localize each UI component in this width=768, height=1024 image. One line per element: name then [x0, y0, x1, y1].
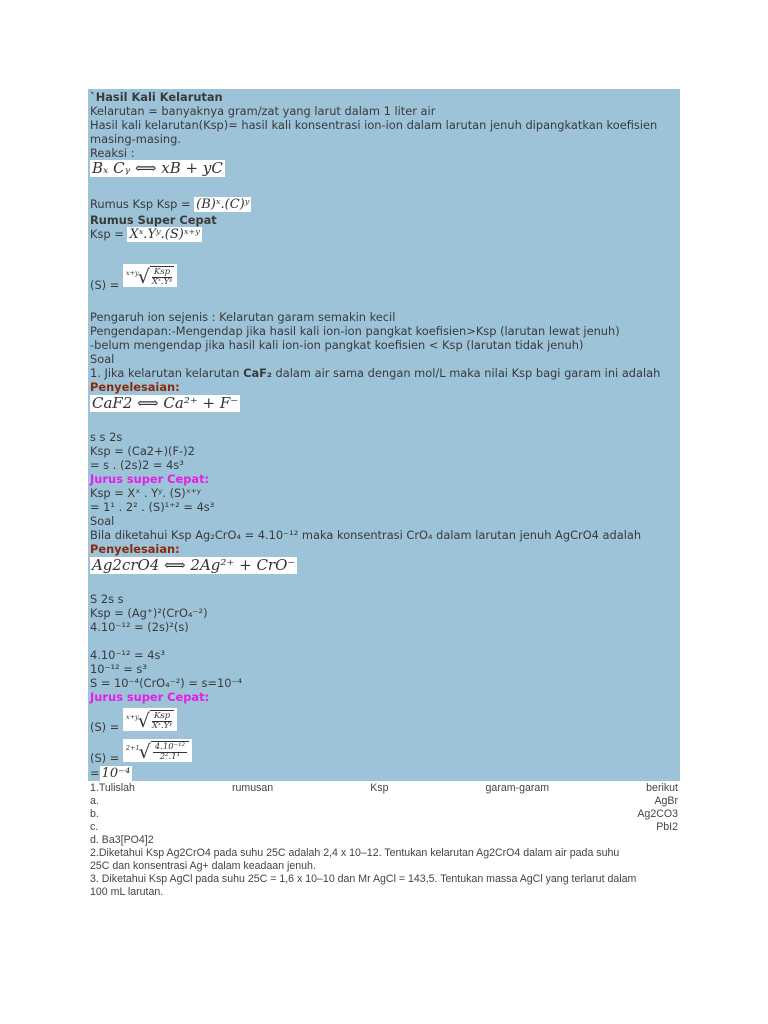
soal-heading-2: Soal [90, 514, 115, 528]
rumus-super-cepat-heading: Rumus Super Cepat [90, 213, 217, 227]
kelarutan-definition: Kelarutan = banyaknya gram/zat yang larut dalam 1 liter air [90, 104, 436, 118]
belum-mengendap-line: -belum mengendap jika hasil kali ion-ion pangkat koefisien < Ksp (larutan tidak jenuh) [90, 338, 584, 352]
s-formula-image-2: x+y √ $\frac{\text{Ksp}}{\text{Xˣ.Yʸ}}$ [123, 708, 177, 731]
final-result-image: 10⁻⁴ [101, 766, 131, 781]
jurus-super-cepat-1: Jurus super Cepat: [90, 472, 210, 486]
exercise-q3-line2: 100 mL larutan. [90, 886, 164, 898]
jurus1-formula: Ksp = Xˣ . Yʸ. (S)ˣ⁺ʸ [90, 486, 202, 500]
s-formula-line [90, 262, 177, 292]
question-2: Bila diketahui Ksp Ag₂CrO₄ = 4.10⁻¹² maka konsentrasi CrO₄ dalam larutan jenuh AgCrO4 adalah [90, 528, 642, 542]
rumus-ksp-label: Rumus Ksp Ksp = [90, 197, 191, 211]
reaksi-label: Reaksi : [90, 146, 135, 160]
s-eq-label-2: (S) = [90, 720, 120, 734]
solution1-s-row: s s 2s [90, 430, 123, 444]
s-formula-image-3: 2+1 √ $\frac{\text{4.10⁻¹²}}{\text{2².1¹}}$ [123, 739, 192, 762]
ksp-definition-line1: Hasil kali kelarutan(Ksp)= hasil kali konsentrasi ion-ion dalam larutan jenuh dipangkatkan koefisien [90, 118, 658, 132]
page-title: `Hasil Kali Kelarutan [90, 90, 223, 104]
exercise-item-a: a. AgBr [90, 795, 678, 807]
rumus-ksp-line [90, 197, 251, 212]
exercise-item-d: d. Ba3[PO4]2 [90, 834, 154, 846]
exercise-q1: 1.Tulislah rumusan Ksp garam-garam berikut [90, 782, 678, 794]
s-formula-line-3 [90, 736, 192, 764]
solution2-s-row: S 2s s [90, 592, 124, 606]
ag2cro4-reaction-image: Ag2crO4 ⟺ 2Ag²⁺ + CrO⁻ [92, 556, 296, 574]
reaction-formula-image: Bₓ Cᵧ ⟺ xB + yC [92, 159, 223, 177]
exercise-item-b: b. Ag2CO3 [90, 808, 678, 820]
s-eq-label: (S) = [90, 278, 120, 292]
solution2-step-b: 4.10⁻¹² = 4s³ [90, 648, 166, 662]
exercise-q3-line1: 3. Diketahui Ksp AgCl pada suhu 25C = 1,6 x 10–10 dan Mr AgCl = 143,5. Tentukan massa AgCl yang terlarut dalam [90, 873, 637, 885]
pengaruh-ion-sejenis: Pengaruh ion sejenis : Kelarutan garam semakin kecil [90, 310, 396, 324]
solution2-step-d: S = 10⁻⁴(CrO₄⁻²) = s=10⁻⁴ [90, 676, 243, 690]
s-formula-image: x+y √ $\frac{\text{Ksp}}{\text{Xˣ.Yʸ}}$ [123, 264, 177, 287]
caf2-reaction-image: CaF2 ⟺ Ca²⁺ + F⁻ [92, 394, 239, 412]
solution2-step-c: 10⁻¹² = s³ [90, 662, 147, 676]
exercise-q2-line1: 2.Diketahui Ksp Ag2CrO4 pada suhu 25C adalah 2,4 x 10–12. Tentukan kelarutan Ag2CrO4 dalam air pada suhu [90, 847, 620, 859]
jurus-super-cepat-2: Jurus super Cepat: [90, 690, 210, 704]
ksp-formula-image: (B)ˣ.(C)ʸ [196, 197, 250, 212]
jurus1-result: = 1¹ . 2² . (S)¹⁺² = 4s³ [90, 500, 215, 514]
ksp-eq-label: Ksp = [90, 227, 124, 241]
solution2-ksp: Ksp = (Ag⁺)²(CrO₄⁻²) [90, 606, 208, 620]
ksp-super-formula-image: Xˣ.Yʸ.(S)ˣ⁺ʸ [129, 227, 200, 242]
soal-heading-1: Soal [90, 352, 115, 366]
solution1-ksp: Ksp = (Ca2+)(F-)2 [90, 444, 195, 458]
exercise-item-c: c. PbI2 [90, 821, 678, 833]
solution1-result: = s . (2s)2 = 4s³ [90, 458, 184, 472]
ksp-super-line [90, 227, 202, 242]
exercise-q2-line2: 25C dan konsentrasi Ag+ dalam keadaan jenuh. [90, 860, 316, 872]
question-1: 1. Jika kelarutan kelarutan CaF₂ dalam air sama dengan mol/L maka nilai Ksp bagi garam ini adalah [90, 366, 661, 380]
ksp-definition-line2: masing-masing. [90, 132, 181, 146]
penyelesaian-heading-2: Penyelesaian: [90, 542, 180, 556]
penyelesaian-heading-1: Penyelesaian: [90, 380, 180, 394]
pengendapan-line: Pengendapan:-Mengendap jika hasil kali ion-ion pangkat koefisien>Ksp (larutan lewat jenuh) [90, 324, 620, 338]
s-formula-line-2 [90, 705, 177, 733]
s-eq-label-3: (S) = [90, 751, 120, 765]
final-result-line: = 10⁻⁴ [90, 766, 131, 781]
solution2-step-a: 4.10⁻¹² = (2s)²(s) [90, 620, 189, 634]
